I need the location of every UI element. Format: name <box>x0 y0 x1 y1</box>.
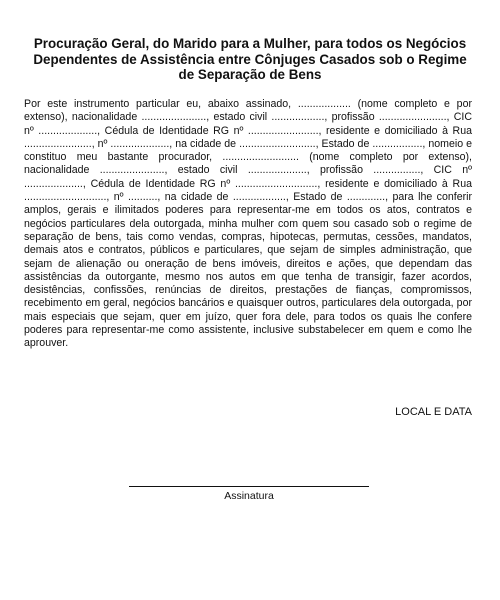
local-and-date: LOCAL E DATA <box>395 406 472 418</box>
title-line-2: Dependentes de Assistência entre Cônjuges Casados sob o Regime <box>33 51 467 67</box>
document-body: Por este instrumento particular eu, abaixo assinado, .................. (nome completo e por extenso), nacionalidade ......................, estado civil .................., profissão ......................., CIC nº ...................., Cédula de Identidade RG nº ........................, residente e domiciliado à Rua ......................., nº ...................., na cidade de .........................., Estado de ................., nomeio e constituo meu bastante procurador, .......................... (nome completo por extenso), nacionalidade ......................, estado civil ...................., profissão ................, CIC nº ...................., Cédula de Identidade RG nº ............................, residente e domiciliado à Rua ............................, nº .........., na cidade de .................., Estado de ............., para lhe conferir amplos, gerais e ilimitados poderes para representar-me em todos os atos, contratos e negócios particulares dela outorgada, minha mulher com quem sou casado sob o regime de separação de bens, tais como vendas, compras, hipotecas, permutas, cessões, mandatos, demais atos e contratos, públicos e particulares, que sejam de simples administração, que sejam de alienação ou oneração de bens imóveis, direitos e ações, que dependam das assistências da outorgante, mesmo nos autos em que tenha de transigir, fazer acordos, desistências, confissões, renúncias de direitos, prestações de fianças, compromissos, recebimento em geral, negócios bancários e quaisquer outros, particulares dela outorgada, por mais especiais que sejam, quer em juízo, quer fora dele, para todos os quais lhe confere poderes para representar-me como assistente, inclusive substabelecer em quem e como lhe aprouver. <box>24 98 472 350</box>
document-title <box>20 36 480 83</box>
title-line-1: Procuração Geral, do Marido para a Mulher, para todos os Negócios <box>33 36 467 51</box>
title-line-3: de Separação de Bens <box>178 67 322 82</box>
signature-label: Assinatura <box>224 490 274 502</box>
signature-line <box>129 486 369 487</box>
